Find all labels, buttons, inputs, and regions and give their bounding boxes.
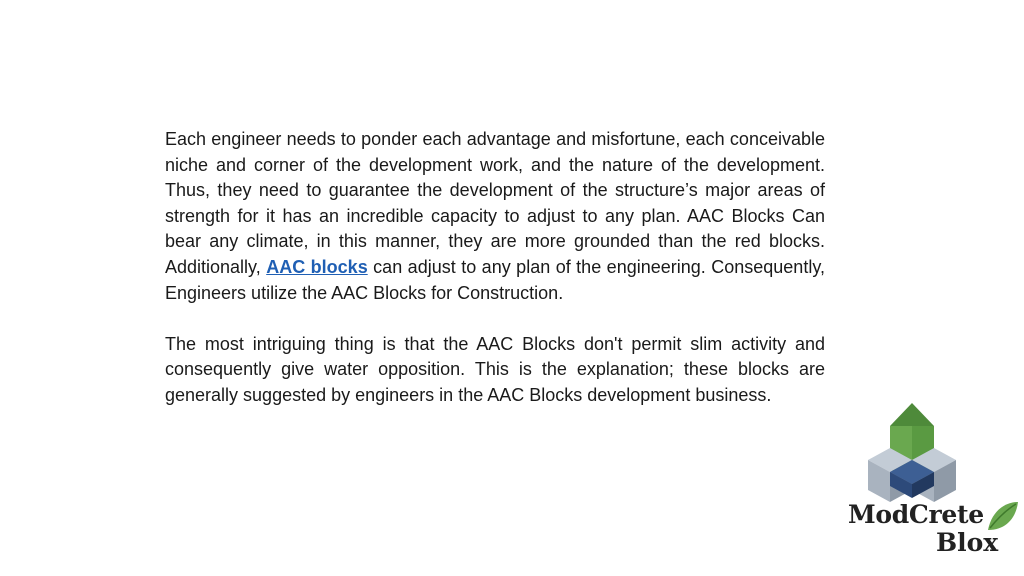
paragraph-2: The most intriguing thing is that the AAC Blocks don't permit slim activity and consequently give water opposition. This is the explanation; these blocks are generally suggested by engineers in the AAC Blocks development business. xyxy=(165,333,825,405)
aac-blocks-link[interactable]: AAC blocks xyxy=(266,256,368,277)
modcrete-blox-logo xyxy=(840,398,1020,564)
logo-text-blox: Blox xyxy=(936,528,999,557)
logo-text-modcrete: ModCrete xyxy=(848,500,984,529)
tower-top-shape xyxy=(890,403,934,426)
paragraph-1-text-start: Each engineer needs to ponder each advantage and misfortune, each conceivable niche and corner of the development work, and the nature of the development. Thus, they need to guarantee the development of the structure’s major areas of strength for it has an incredible capacity to adjust to any plan. AAC Blocks Can bear any climate, in this manner, they are more grounded than the red blocks. Additionally, xyxy=(165,129,825,277)
article-text xyxy=(165,127,825,409)
paragraph-1 xyxy=(165,127,825,306)
paragraph-1-text-end: can adjust to any plan of the engineering. Consequently, Engineers utilize the AAC Blocks for Construction. xyxy=(165,256,825,303)
